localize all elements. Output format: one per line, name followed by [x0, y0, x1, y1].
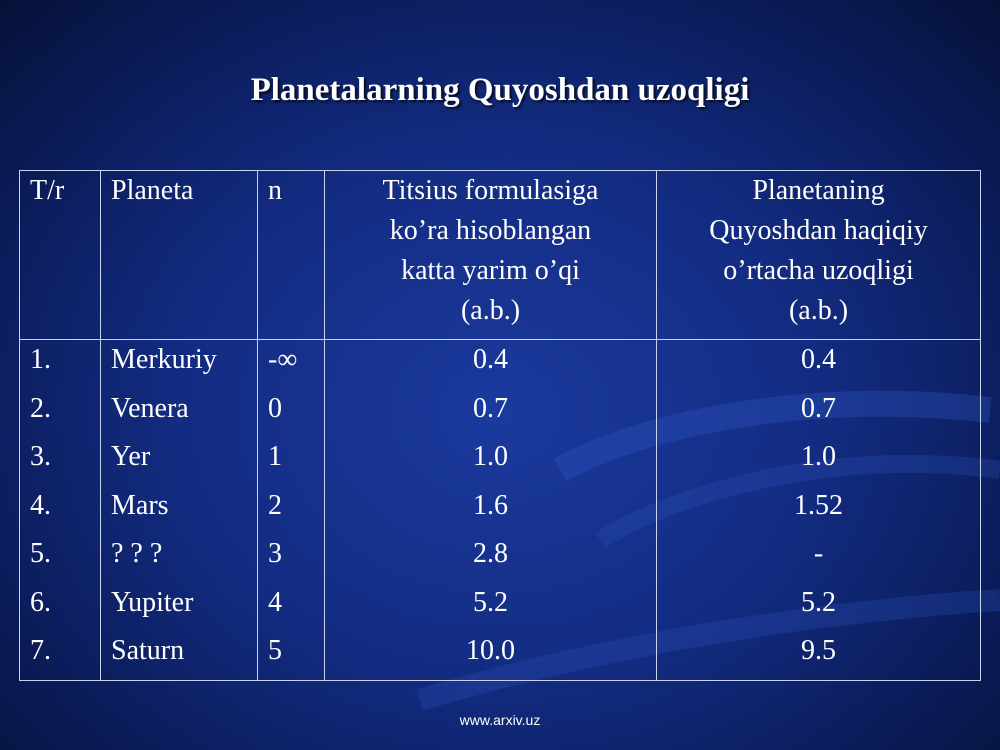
cell-titius: 1.6 [473, 489, 508, 521]
cell-actual: 0.7 [801, 392, 836, 424]
header-titius-line: Titsius formulasiga [382, 175, 599, 206]
cell-num: 3. [30, 441, 51, 472]
cell-n: 0 [268, 392, 282, 424]
header-actual-line: (a.b.) [788, 295, 849, 326]
cell-titius: 1.0 [473, 441, 508, 472]
slide-title: Planetalarning Quyoshdan uzoqligi [250, 72, 750, 108]
cell-num: 1. [30, 344, 51, 375]
cell-n: -∞ [268, 344, 298, 375]
cell-planet: ? ? ? [111, 538, 163, 569]
cell-n: 5 [268, 635, 282, 666]
actual-column [657, 340, 981, 681]
cell-n: 2 [268, 489, 282, 521]
cell-titius: 0.7 [473, 392, 508, 424]
header-num: T/r [20, 171, 101, 340]
cell-titius: 2.8 [473, 538, 508, 569]
titius-column [325, 340, 657, 681]
header-actual-line: Quyoshdan haqiqiy [709, 215, 928, 246]
header-planet: Planeta [101, 171, 258, 340]
header-titius-line: (a.b.) [460, 295, 521, 326]
cell-actual: 0.4 [801, 344, 836, 375]
planet-distance-table [19, 170, 981, 681]
header-actual-line: Planetaning [752, 175, 885, 206]
header-titius [325, 171, 657, 340]
cell-num: 5. [30, 538, 51, 569]
header-titius-line: ko’ra hisoblangan [389, 215, 592, 246]
n-column [258, 340, 325, 681]
cell-n: 3 [268, 538, 282, 569]
cell-actual: 1.52 [794, 489, 843, 521]
header-actual [657, 171, 981, 340]
cell-actual: 5.2 [801, 586, 836, 618]
cell-planet: Mars [111, 489, 169, 521]
cell-titius: 5.2 [473, 586, 508, 618]
cell-n: 1 [268, 441, 282, 472]
cell-planet: Saturn [111, 635, 185, 666]
header-actual-line: o’rtacha uzoqligi [723, 255, 914, 286]
cell-planet: Merkuriy [111, 344, 217, 375]
cell-titius: 0.4 [473, 344, 508, 375]
cell-planet: Yupiter [111, 586, 194, 618]
cell-num: 7. [30, 635, 51, 666]
footer-link[interactable]: www.arxiv.uz [459, 712, 541, 728]
cell-planet: Venera [111, 392, 189, 424]
table-header-row [20, 171, 981, 340]
cell-actual: 9.5 [801, 635, 836, 666]
header-n: n [258, 171, 325, 340]
header-titius-line: katta yarim o’qi [401, 255, 580, 286]
cell-actual: 1.0 [801, 441, 836, 472]
cell-num: 4. [30, 489, 51, 521]
table-body-row [20, 340, 981, 681]
cell-num: 6. [30, 586, 51, 618]
planet-column [101, 340, 258, 681]
cell-num: 2. [30, 392, 51, 424]
cell-titius: 10.0 [466, 635, 515, 666]
cell-n: 4 [268, 586, 282, 618]
num-column [20, 340, 101, 681]
cell-planet: Yer [111, 441, 151, 472]
cell-actual: - [813, 538, 824, 569]
